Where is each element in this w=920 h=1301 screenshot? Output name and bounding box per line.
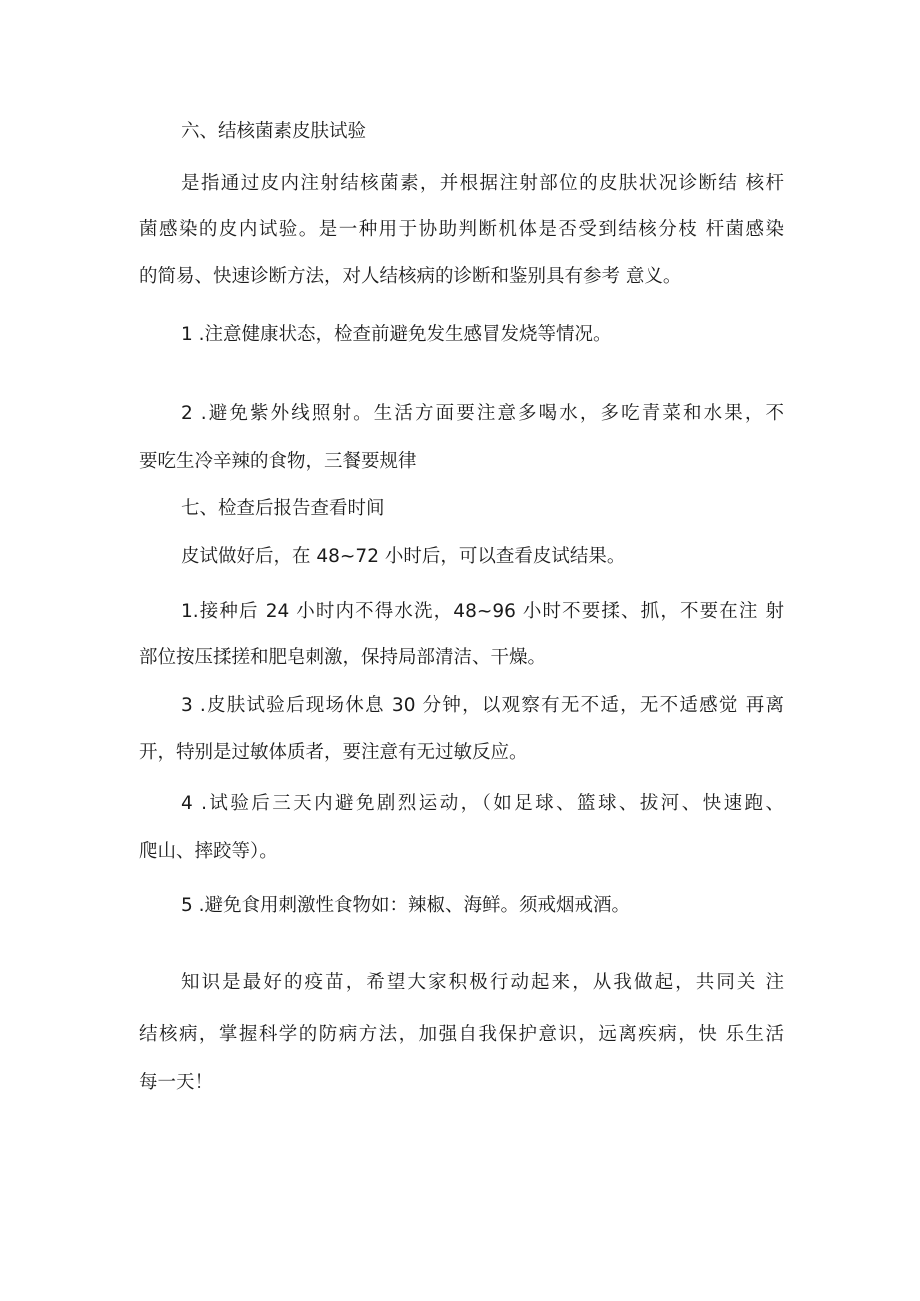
paragraph-line: 菌感染的皮内试验。是一种用于协助判断机体是否受到结核分枝 杆菌感染 xyxy=(139,219,784,240)
closing-paragraph-line: 知识是最好的疫苗，希望大家积极行动起来，从我做起，共同关 注 xyxy=(181,972,784,993)
list-item-4: 4 .试验后三天内避免剧烈运动，（如足球、篮球、拔河、快速跑、 xyxy=(181,793,784,814)
paragraph-line: 皮试做好后，在 48~72 小时后，可以查看皮试结果。 xyxy=(181,546,626,567)
paragraph-line: 要吃生冷辛辣的食物，三餐要规律 xyxy=(139,451,417,472)
closing-paragraph-line: 每一天！ xyxy=(139,1072,214,1093)
closing-paragraph-line: 结核病，掌握科学的防病方法，加强自我保护意识，远离疾病，快 乐生活 xyxy=(139,1024,784,1045)
paragraph-line: 的简易、快速诊断方法，对人结核病的诊断和鉴别具有参考 意义。 xyxy=(139,266,682,287)
paragraph-line: 是指通过皮内注射结核菌素，并根据注射部位的皮肤状况诊断结 核杆 xyxy=(181,173,784,194)
paragraph-line: 爬山、摔跤等）。 xyxy=(139,841,278,862)
paragraph-line: 开，特别是过敏体质者，要注意有无过敏反应。 xyxy=(139,742,528,763)
list-item-2: 2 .避免紫外线照射。生活方面要注意多喝水，多吃青菜和水果，不 xyxy=(181,403,784,424)
section-heading-7: 七、检查后报告查看时间 xyxy=(181,498,385,519)
list-item-3: 3 .皮肤试验后现场休息 30 分钟，以观察有无不适，无不适感觉 再离 xyxy=(181,695,784,716)
list-item-5: 5 .避免食用刺激性食物如：辣椒、海鲜。须戒烟戒酒。 xyxy=(181,895,631,916)
paragraph-line: 部位按压揉搓和肥皂刺激，保持局部清洁、干燥。 xyxy=(139,647,547,668)
section-heading-6: 六、结核菌素皮肤试验 xyxy=(181,121,367,142)
list-item-1b: 1.接种后 24 小时内不得水洗，48~96 小时不要揉、抓，不要在注 射 xyxy=(181,601,784,622)
list-item-1: 1 .注意健康状态，检查前避免发生感冒发烧等情况。 xyxy=(181,324,612,345)
